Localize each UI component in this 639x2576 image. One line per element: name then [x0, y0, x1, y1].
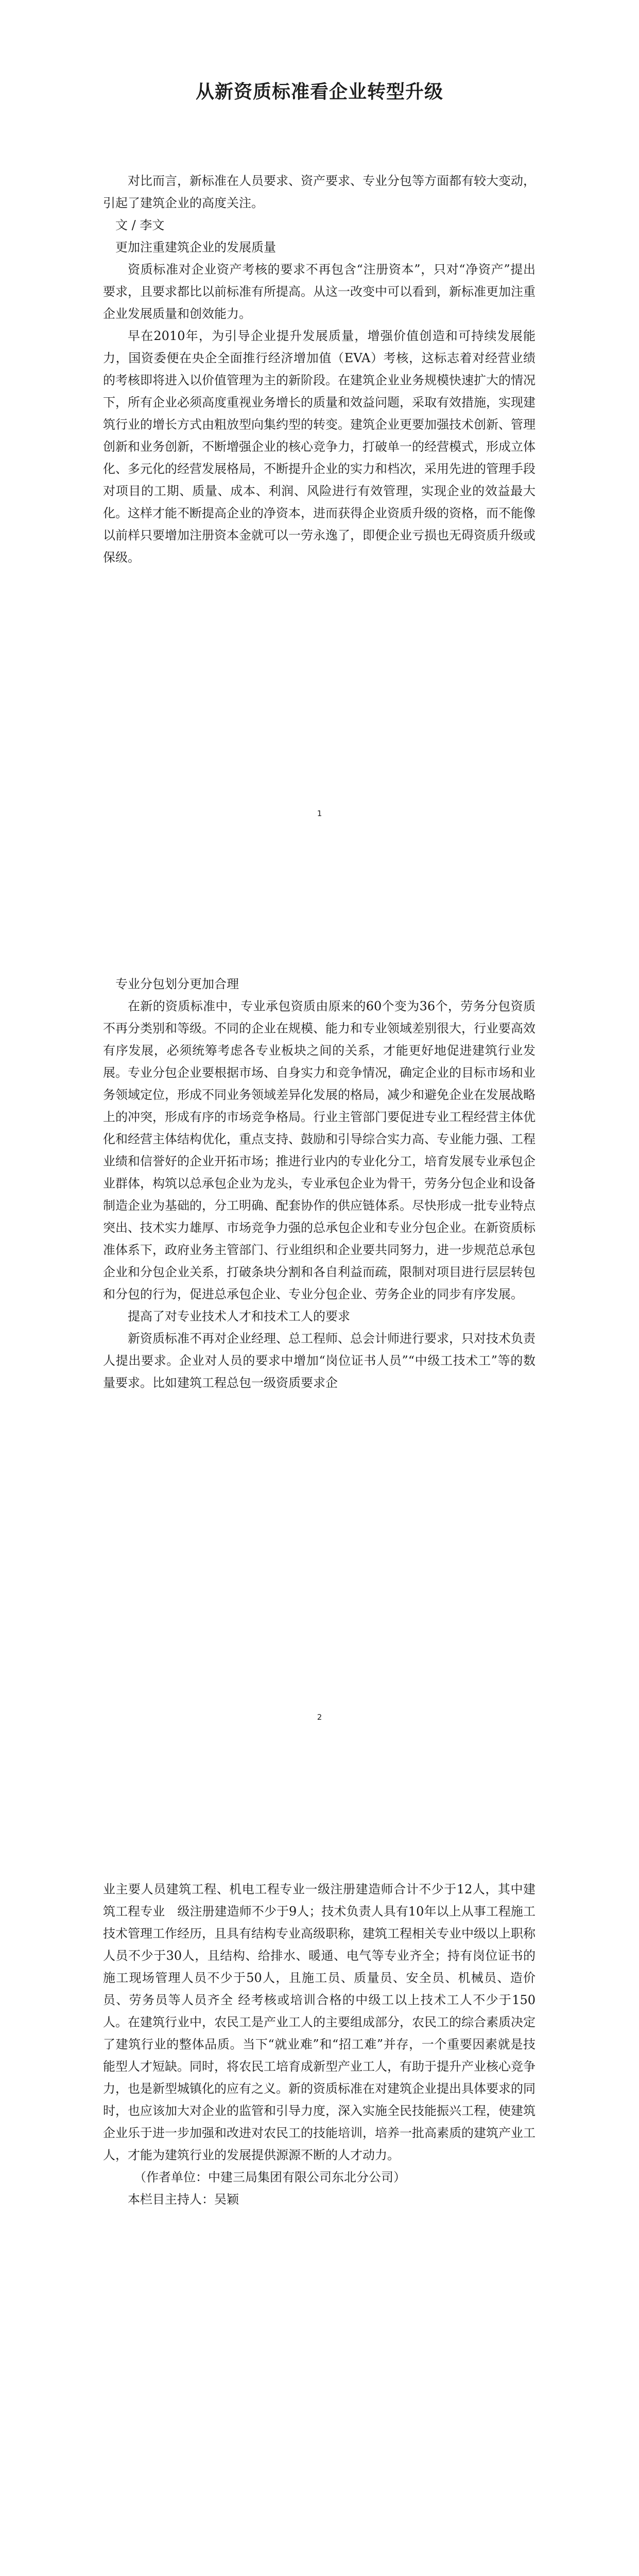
section-heading-quality: 更加注重建筑企业的发展质量: [115, 240, 276, 255]
page-number: 2: [317, 1713, 322, 1722]
page-2: [0, 904, 639, 1807]
body-paragraph-continued: 业主要人员建筑工程、机电工程专业一级注册建造师合计不少于12人，其中建筑工程专业 级注册建造师不少于9人；技术负责人具有10年以上从事工程施工技术管理工作经历，且具有结构专业高级职称，建筑工程相关专业中级以上职称人员不少于30人，且结构、给排水、暖通、电气等专业齐全；持有岗位证书的施工现场管理人员不少于50人，且施工员、质量员、安全员、机械员、造价员、劳务员等人员齐全 经考核或培训合格的中级工以上技术工人不少于150人。在建筑行业中，农民工是产业工人的主要组成部分，农民工的综合素质决定了建筑行业的整体品质。当下“就业难”和“招工难”并存，一个重要因素就是技能型人才短缺。同时，将农民工培育成新型产业工人，有助于提升产业核心竞争力，也是新型城镇化的应有之义。新的资质标准在对建筑企业提出具体要求的同时，也应该加大对企业的监管和引导力度，深入实施全民技能振兴工程，使建筑企业乐于进一步加强和改进对农民工的技能培训，培养一批高素质的建筑产业工人，才能为建筑行业的发展提供源源不断的人才动力。: [103, 1882, 536, 2162]
section-heading-talent: 提高了对专业技术人才和技术工人的要求: [128, 1309, 350, 1324]
column-host: 本栏目主持人：吴颖: [128, 2192, 239, 2207]
page-3: [0, 1807, 639, 2576]
page-3-body: [103, 1878, 536, 2211]
document-title: 从新资质标准看企业转型升级: [195, 81, 443, 103]
body-paragraph: 资质标准对企业资产考核的要求不再包含“注册资本”，只对“净资产”提出要求，且要求都比以前标准有所提高。从这一改变中可以看到，新标准更加注重企业发展质量和创效能力。: [103, 262, 536, 321]
body-paragraph: 在新的资质标准中，专业承包资质由原来的60个变为36个，劳务分包资质不再分类别和等级。不同的企业在规模、能力和专业领域差别很大，行业要高效有序发展，必须统筹考虑各专业板块之间的关系，才能更好地促进建筑行业发展。专业分包企业要根据市场、自身实力和竞争情况，确定企业的目标市场和业务领域定位，形成不同业务领域差异化发展的格局，减少和避免企业在发展战略上的冲突，形成有序的市场竞争格局。行业主管部门要促进专业工程经营主体优化和经营主体结构优化，重点支持、鼓励和引导综合实力高、专业能力强、工程业绩和信誉好的企业开拓市场；推进行业内的专业化分工，培育发展专业承包企业群体，构筑以总承包企业为龙头，专业承包企业为骨干，劳务分包企业和设备制造企业为基础的，分工明确、配套协作的供应链体系。尽快形成一批专业特点突出、技术实力雄厚、市场竞争力强的总承包企业和专业分包企业。在新资质标准体系下，政府业务主管部门、行业组织和企业要共同努力，进一步规范总承包企业和分包企业关系，打破条块分割和各自利益而疏，限制对项目进行层层转包和分包的行为，促进总承包企业、专业分包企业、劳务企业的同步有序发展。: [103, 999, 536, 1301]
author-affiliation: （作者单位：中建三局集团有限公司东北分公司）: [134, 2170, 406, 2184]
body-paragraph: 新资质标准不再对企业经理、总工程师、总会计师进行要求，只对技术负责人提出要求。企业对人员的要求中增加“岗位证书人员”“中级工技术工”等的数量要求。比如建筑工程总包一级资质要求企: [103, 1331, 536, 1390]
author-byline: 文 / 李文: [115, 218, 165, 232]
body-paragraph: 早在2010年，为引导企业提升发展质量，增强价值创造和可持续发展能力，国资委便在央企全面推行经济增加值（EVA）考核，这标志着对经营业绩的考核即将进入以价值管理为主的新阶段。在建筑企业业务规模快速扩大的情况下，所有企业必须高度重视业务增长的质量和效益问题，采取有效措施，实现建筑行业的增长方式由粗放型向集约型的转变。建筑企业更要加强技术创新、管理创新和业务创新，不断增强企业的核心竞争力，打破单一的经营模式，形成立体化、多元化的经营发展格局，不断提升企业的实力和档次，采用先进的管理手段对项目的工期、质量、成本、利润、风险进行有效管理，实现企业的效益最大化。这样才能不断提高企业的净资本，进而获得企业资质升级的资格，而不能像以前样只要增加注册资本金就可以一劳永逸了，即便企业亏损也无碍资质升级或保级。: [103, 329, 536, 565]
page-2-body: [103, 973, 536, 1394]
section-heading-subcontract: 专业分包划分更加合理: [115, 977, 239, 991]
intro-paragraph: 对比而言，新标准在人员要求、资产要求、专业分包等方面都有较大变动，引起了建筑企业的高度关注。: [103, 174, 536, 210]
page-1: [0, 0, 639, 904]
page-number: 1: [317, 809, 322, 818]
page-1-body: [103, 170, 536, 569]
